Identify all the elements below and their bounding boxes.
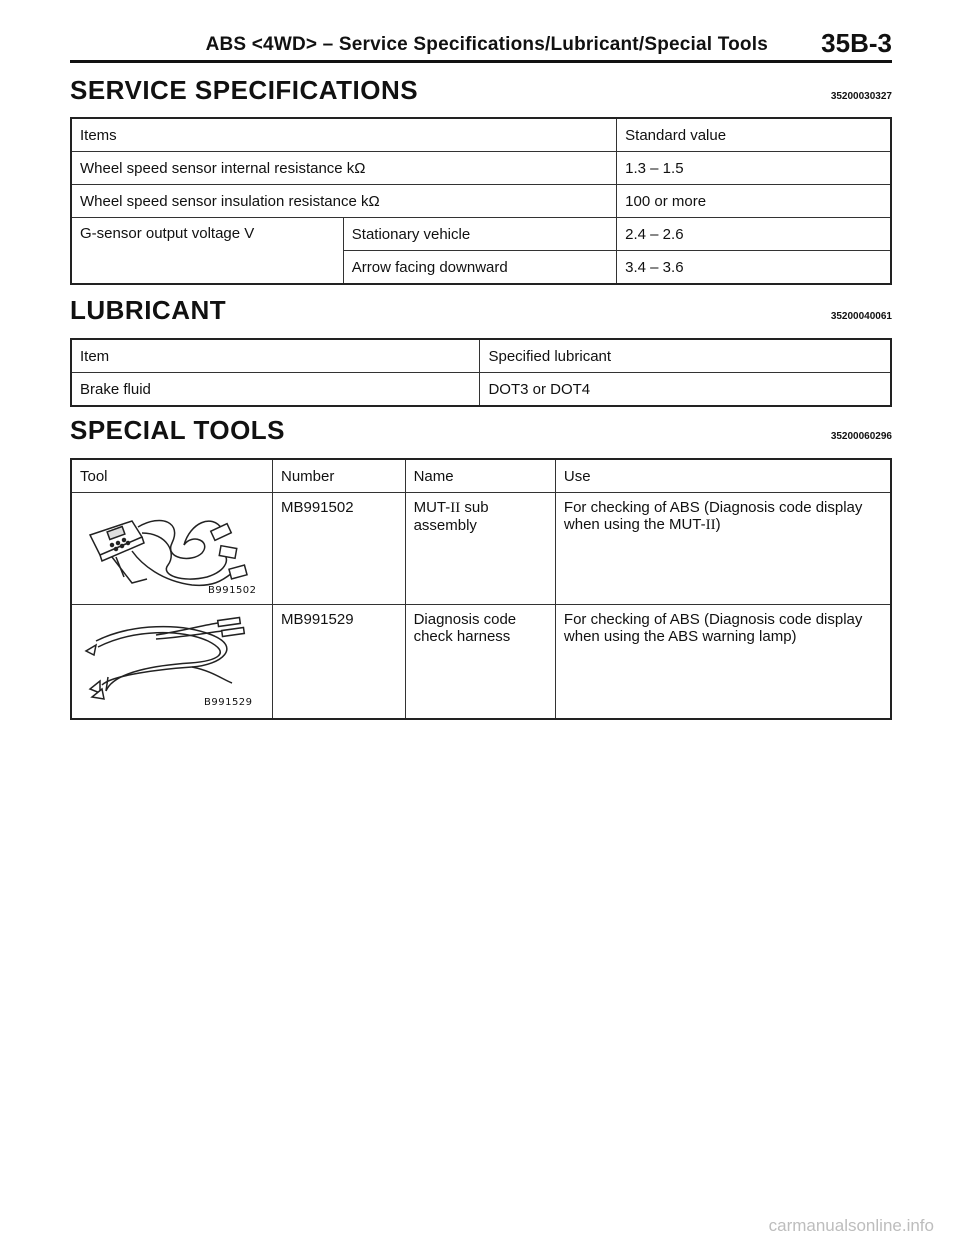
item-cell: Wheel speed sensor insulation resistance kΩ <box>71 185 617 218</box>
item-cell: Wheel speed sensor internal resistance kΩ <box>71 152 617 185</box>
use-line: when using the ABS warning lamp) <box>563 628 797 645</box>
section-title: SERVICE SPECIFICATIONS <box>70 75 419 105</box>
item-cell: Brake fluid <box>71 373 480 407</box>
table-row <box>71 373 891 407</box>
image-caption: B991502 <box>208 585 257 596</box>
column-header: Specified lubricant <box>480 339 891 373</box>
watermark: carmanualsonline.info <box>768 1216 934 1235</box>
table-header-row <box>71 118 891 152</box>
table-row <box>71 605 891 719</box>
service-specifications-heading <box>70 74 892 106</box>
roman-numeral: II <box>450 500 461 516</box>
image-caption: B991529 <box>204 697 253 708</box>
column-header: Tool <box>71 459 273 493</box>
section-code: 35200030327 <box>830 91 892 102</box>
column-header: Item <box>71 339 480 373</box>
use-prefix: when using the MUT- <box>563 516 706 533</box>
use-suffix: ) <box>715 516 721 533</box>
page-title: ABS <4WD> – Service Specifications/Lubricant/Special Tools <box>205 34 768 55</box>
name-line: assembly <box>413 517 477 534</box>
name-prefix: MUT- <box>413 499 451 516</box>
name-cell <box>405 493 555 605</box>
value-cell: 2.4 – 2.6 <box>617 218 891 251</box>
name-line <box>414 499 547 517</box>
section-code: 35200040061 <box>830 311 892 322</box>
condition-cell: Arrow facing downward <box>343 251 616 285</box>
item-cell: G-sensor output voltage V <box>71 218 343 285</box>
value-cell: 3.4 – 3.6 <box>617 251 891 285</box>
name-cell <box>405 605 555 719</box>
section-title: SPECIAL TOOLS <box>70 415 286 445</box>
table-row <box>71 152 891 185</box>
table-row <box>71 185 891 218</box>
column-header: Use <box>555 459 891 493</box>
column-header: Number <box>273 459 406 493</box>
page-number: 35B-3 <box>821 28 892 58</box>
lubricant-table <box>70 338 892 407</box>
tool-image-cell <box>71 605 273 719</box>
column-header: Standard value <box>617 118 891 152</box>
page-header <box>70 26 892 63</box>
lubricant-heading <box>70 294 892 326</box>
name-line: Diagnosis code <box>413 611 517 628</box>
use-cell <box>555 493 891 605</box>
use-line: For checking of ABS (Diagnosis code display <box>563 611 863 628</box>
value-cell: 1.3 – 1.5 <box>617 152 891 185</box>
table-header-row <box>71 459 891 493</box>
table-row <box>71 218 891 251</box>
special-tools-heading <box>70 414 892 446</box>
use-cell <box>555 605 891 719</box>
name-suffix: sub <box>460 499 489 516</box>
condition-cell: Stationary vehicle <box>343 218 616 251</box>
tool-image-cell <box>71 493 273 605</box>
table-row <box>71 493 891 605</box>
table-header-row <box>71 339 891 373</box>
name-line: check harness <box>413 628 511 645</box>
service-specifications-table <box>70 117 892 285</box>
use-line <box>564 516 882 534</box>
roman-numeral: II <box>705 517 716 533</box>
number-cell: MB991502 <box>273 493 406 605</box>
column-header: Items <box>71 118 617 152</box>
value-cell: 100 or more <box>617 185 891 218</box>
use-line: For checking of ABS (Diagnosis code display <box>563 499 863 516</box>
number-cell: MB991529 <box>273 605 406 719</box>
lubricant-cell: DOT3 or DOT4 <box>480 373 891 407</box>
special-tools-table <box>70 458 892 720</box>
column-header: Name <box>405 459 555 493</box>
section-title: LUBRICANT <box>70 295 227 325</box>
section-code: 35200060296 <box>830 431 892 442</box>
